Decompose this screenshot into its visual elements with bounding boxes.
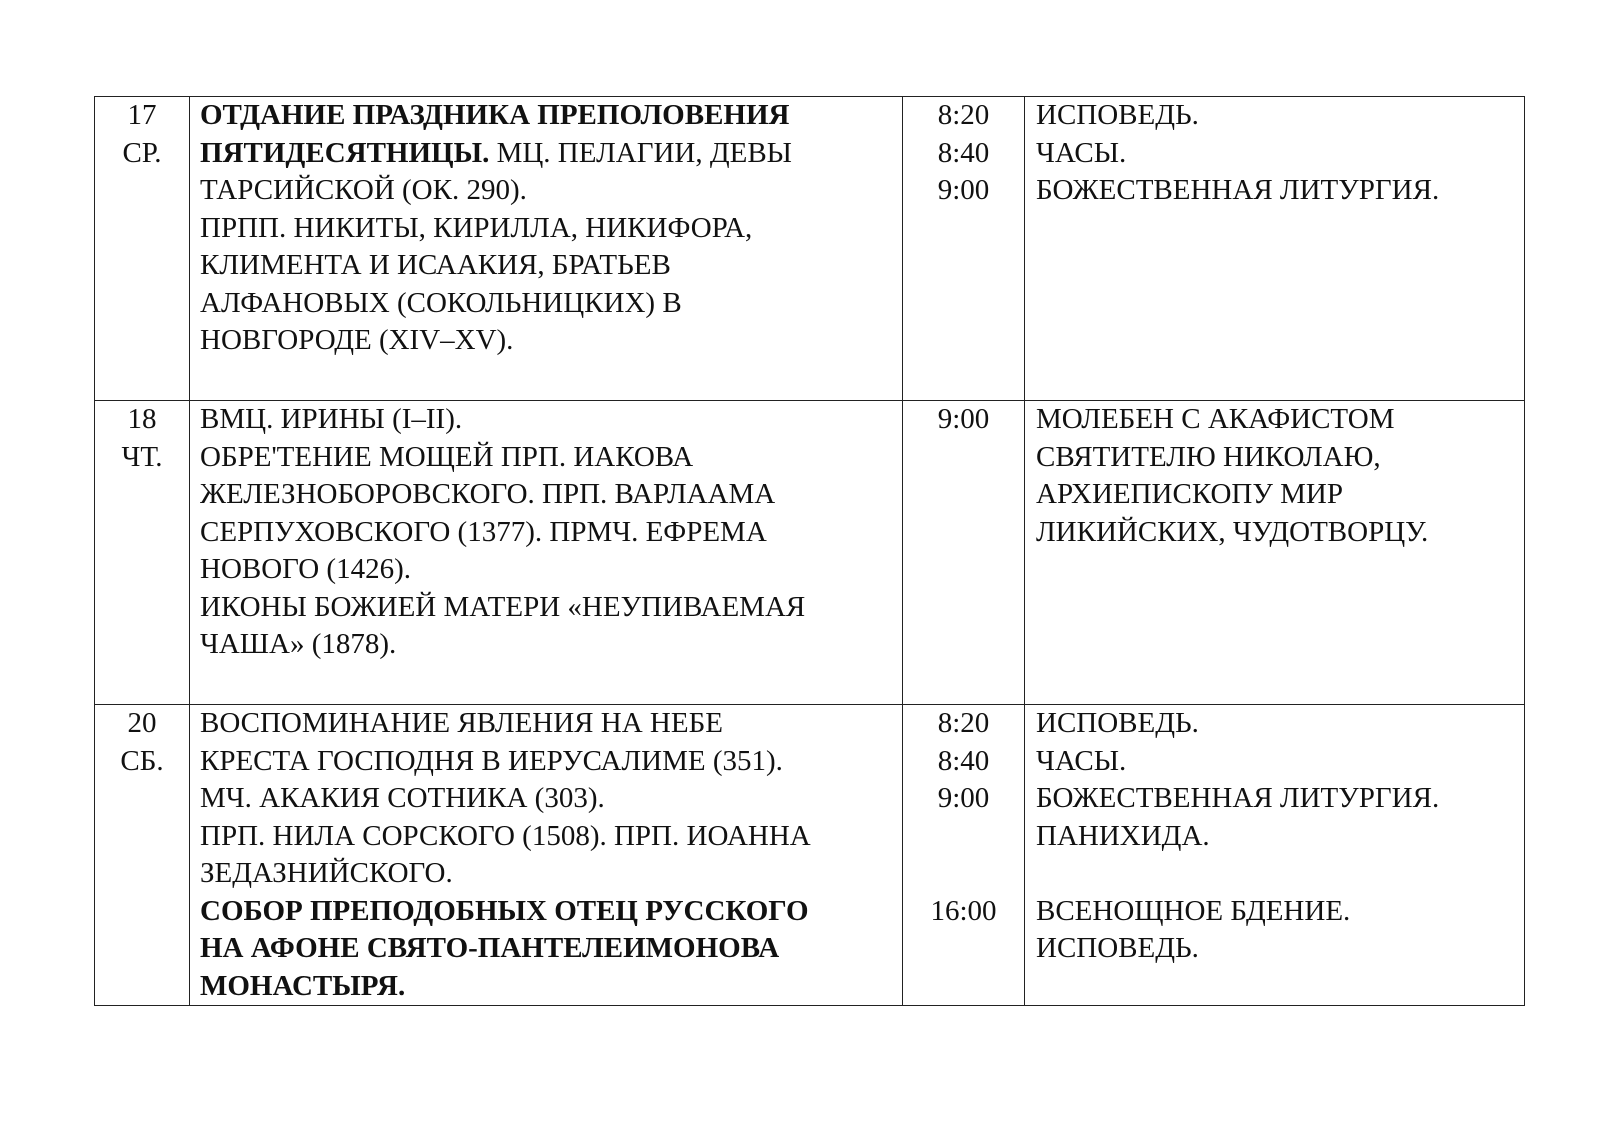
feast-text: ЧАША» (1878).: [200, 628, 397, 660]
time-cell: [903, 705, 1025, 1006]
weekday: ЧТ.: [121, 440, 163, 473]
feast-line: [200, 476, 894, 514]
feast-line: [200, 855, 894, 893]
schedule-row: [95, 401, 1525, 705]
feast-text: ОБРЕ'ТЕНИЕ МОЩЕЙ ПРП. ИАКОВА: [200, 440, 694, 473]
service-name: БОЖЕСТВЕННАЯ ЛИТУРГИЯ.: [1036, 174, 1440, 206]
service-name: МОЛЕБЕН С АКАФИСТОМ: [1036, 403, 1395, 435]
weekday: СР.: [122, 136, 162, 169]
service-time: 9:00: [937, 174, 990, 206]
feast-line: [200, 285, 894, 323]
feast-line: [200, 893, 894, 931]
service-name: БОЖЕСТВЕННАЯ ЛИТУРГИЯ.: [1036, 782, 1440, 814]
feast-text: МОНАСТЫРЯ.: [200, 969, 406, 1002]
service-cell: [1025, 97, 1525, 401]
service-time: 9:00: [937, 403, 990, 435]
service-time: 8:40: [937, 744, 990, 777]
schedule-row: [95, 97, 1525, 401]
feast-text: ПРП. НИЛА СОРСКОГО (1508). ПРП. ИОАННА: [200, 819, 811, 852]
time-spacer: [903, 855, 1024, 893]
weekday: СБ.: [120, 744, 164, 777]
service-time: 8:20: [937, 99, 990, 131]
feast-text: СЕРПУХОВСКОГО (1377). ПРМЧ. ЕФРЕМА: [200, 515, 767, 548]
feast-text: ОТДАНИЕ ПРАЗДНИКА ПРЕПОЛОВЕНИЯ: [200, 99, 790, 131]
service-name: ЛИКИЙСКИХ, ЧУДОТВОРЦУ.: [1036, 515, 1429, 548]
service-time: 8:20: [937, 707, 990, 739]
time-spacer: [903, 818, 1024, 856]
service-name: ЧАСЫ.: [1036, 744, 1127, 777]
service-name: ВСЕНОЩНОЕ БДЕНИЕ.: [1036, 894, 1351, 927]
feast-text: ЗЕДАЗНИЙСКОГО.: [200, 857, 453, 889]
service-cell: [1025, 401, 1525, 705]
feast-text: НОВГОРОДЕ (XIV–XV).: [200, 324, 514, 356]
feast-line: [200, 743, 894, 781]
service-name: ЧАСЫ.: [1036, 136, 1127, 169]
service-name: АРХИЕПИСКОПУ МИР: [1036, 478, 1343, 510]
date-cell: [95, 97, 190, 401]
feast-text: МЦ. ПЕЛАГИИ, ДЕВЫ: [489, 136, 792, 169]
feast-text: АЛФАНОВЫХ (СОКОЛЬНИЦКИХ) В: [200, 286, 682, 319]
feast-cell: [190, 705, 903, 1006]
feast-line: [200, 172, 894, 210]
service-name: ПАНИХИДА.: [1036, 819, 1210, 852]
feast-text: КЛИМЕНТА И ИСААКИЯ, БРАТЬЕВ: [200, 249, 671, 281]
service-schedule-table: [94, 96, 1525, 1006]
feast-line: [200, 589, 894, 627]
service-spacer: [1036, 855, 1518, 893]
feast-text: МЧ. АКАКИЯ СОТНИКА (303).: [200, 782, 605, 814]
date-cell: [95, 401, 190, 705]
feast-line: [200, 97, 894, 135]
service-name: ИСПОВЕДЬ.: [1036, 707, 1199, 739]
day-number: 17: [127, 99, 157, 131]
feast-line: [200, 705, 894, 743]
feast-line: [200, 930, 894, 968]
feast-text: ПРПП. НИКИТЫ, КИРИЛЛА, НИКИФОРА,: [200, 211, 753, 244]
time-cell: [903, 97, 1025, 401]
time-cell: [903, 401, 1025, 705]
feast-text: ТАРСИЙСКОЙ (ОК. 290).: [200, 174, 527, 206]
service-name: ИСПОВЕДЬ.: [1036, 932, 1199, 964]
feast-line: [200, 780, 894, 818]
service-time: 9:00: [937, 782, 990, 814]
day-number: 18: [127, 403, 157, 435]
feast-text: ВОСПОМИНАНИЕ ЯВЛЕНИЯ НА НЕБЕ: [200, 707, 723, 739]
feast-text: СОБОР ПРЕПОДОБНЫХ ОТЕЦ РУССКОГО: [200, 894, 809, 927]
feast-text: ИКОНЫ БОЖИЕЙ МАТЕРИ «НЕУПИВАЕМАЯ: [200, 590, 806, 623]
feast-line: [200, 135, 894, 173]
feast-text: КРЕСТА ГОСПОДНЯ В ИЕРУСАЛИМЕ (351).: [200, 744, 783, 777]
feast-line: [200, 322, 894, 360]
feast-text: НА АФОНЕ СВЯТО-ПАНТЕЛЕИМОНОВА: [200, 932, 780, 964]
feast-line: [200, 968, 894, 1006]
service-cell: [1025, 705, 1525, 1006]
feast-text: НОВОГО (1426).: [200, 553, 411, 585]
feast-line: [200, 439, 894, 477]
feast-line: [200, 551, 894, 589]
feast-cell: [190, 97, 903, 401]
feast-line: [200, 210, 894, 248]
feast-line: [200, 401, 894, 439]
date-cell: [95, 705, 190, 1006]
feast-line: [200, 247, 894, 285]
feast-line: [200, 514, 894, 552]
service-time: 8:40: [937, 136, 990, 169]
feast-line: [200, 626, 894, 664]
day-number: 20: [127, 707, 157, 739]
feast-text: ЖЕЛЕЗНОБОРОВСКОГО. ПРП. ВАРЛААМА: [200, 478, 776, 510]
feast-line: [200, 818, 894, 856]
feast-text: ПЯТИДЕСЯТНИЦЫ.: [200, 136, 490, 169]
service-time: 16:00: [930, 894, 997, 927]
feast-text: ВМЦ. ИРИНЫ (I–II).: [200, 403, 463, 435]
schedule-row: [95, 705, 1525, 1006]
service-name: ИСПОВЕДЬ.: [1036, 99, 1199, 131]
feast-cell: [190, 401, 903, 705]
service-name: СВЯТИТЕЛЮ НИКОЛАЮ,: [1036, 440, 1381, 473]
